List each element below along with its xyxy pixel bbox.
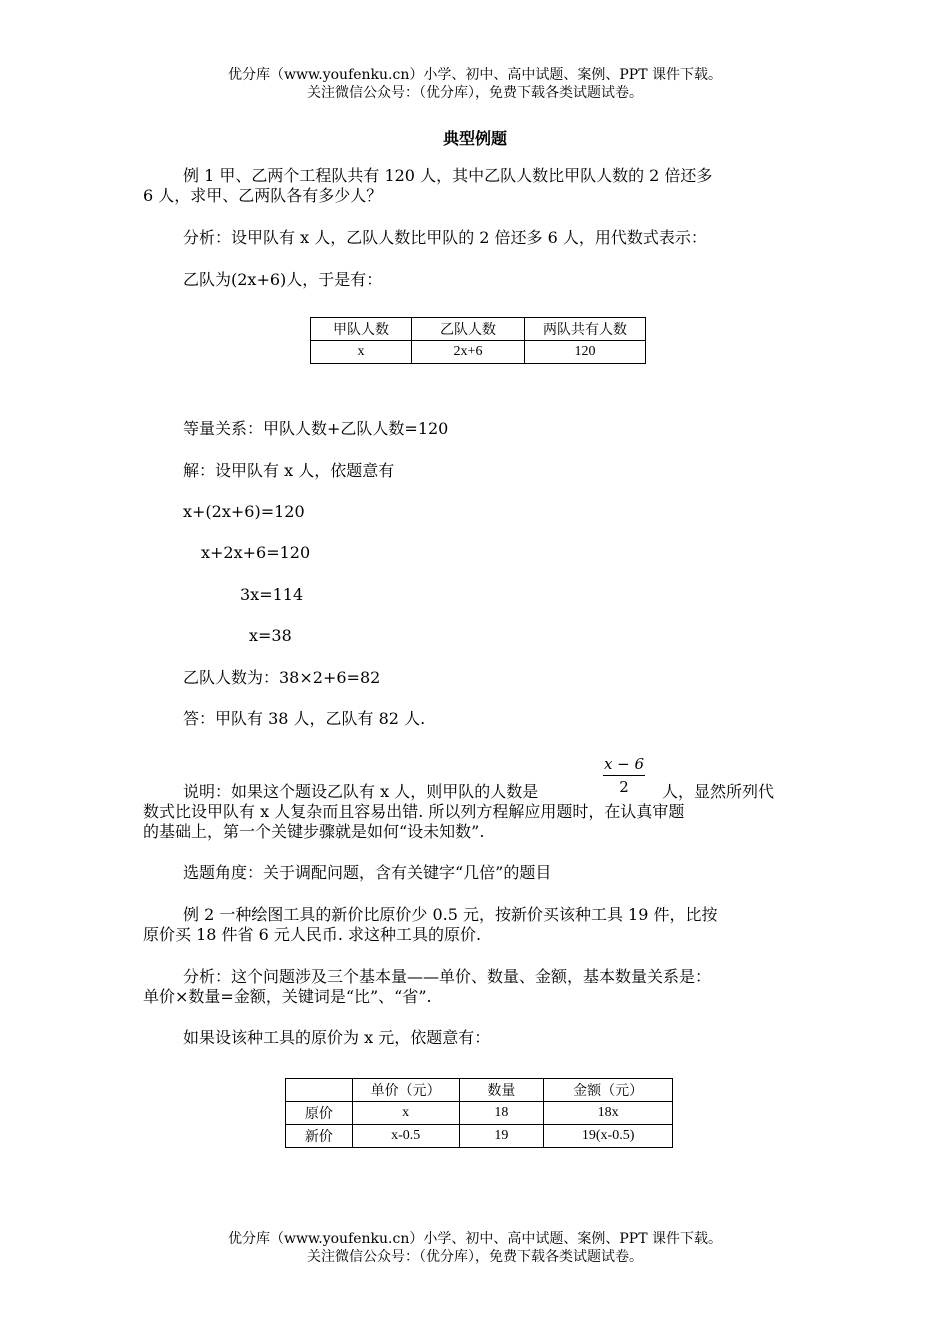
ex1-answer: 答：甲队有 38 人，乙队有 82 人.: [183, 709, 426, 728]
fraction: [603, 755, 645, 796]
ex2-analysis-line-1: 分析：这个问题涉及三个基本量——单价、数量、金额，基本数量关系是：: [183, 967, 712, 986]
ex1-b-expression: 乙队为(2x+6)人，于是有：: [183, 270, 383, 289]
ex2-table-cell: 18: [459, 1102, 544, 1125]
ex1-table-cell: 2x+6: [412, 341, 525, 364]
ex2-question-line-2: 原价买 18 件省 6 元人民币. 求这种工具的原价.: [143, 925, 482, 944]
ex2-table-cell: 19: [459, 1125, 544, 1148]
ex1-question-line-1: 例 1 甲、乙两个工程队共有 120 人，其中乙队人数比甲队人数的 2 倍还多: [183, 166, 713, 185]
ex1-note-post: 人，显然所列代: [662, 782, 775, 801]
ex1-relation: 等量关系：甲队人数+乙队人数=120: [183, 419, 449, 438]
ex1-angle: 选题角度：关于调配问题，含有关键字“几倍”的题目: [183, 863, 552, 882]
ex1-equation-2: x+2x+6=120: [201, 543, 311, 562]
footer-line-2: 关注微信公众号：（优分库），免费下载各类试题试卷。: [307, 1249, 643, 1265]
ex2-table-header: 数量: [459, 1079, 544, 1102]
ex2-table-cell: 18x: [544, 1102, 673, 1125]
ex1-note-line-3: 的基础上，第一个关键步骤就是如何“设未知数”.: [143, 822, 485, 841]
ex2-table: [285, 1078, 673, 1148]
ex1-equation-4: x=38: [249, 626, 292, 645]
ex2-table-cell: 19(x-0.5): [544, 1125, 673, 1148]
ex2-question-line-1: 例 2 一种绘图工具的新价比原价少 0.5 元，按新价买该种工具 19 件，比按: [183, 905, 718, 924]
ex1-question-line-2: 6 人，求甲、乙两队各有多少人？: [143, 186, 383, 205]
ex2-table-header: 单价（元）: [352, 1079, 459, 1102]
ex2-table-cell: x-0.5: [352, 1125, 459, 1148]
ex1-equation-1: x+(2x+6)=120: [183, 502, 305, 521]
ex1-table-header: 两队共有人数: [525, 318, 646, 341]
ex2-table-header: 金额（元）: [544, 1079, 673, 1102]
page-title: 典型例题: [442, 129, 507, 148]
ex1-solve: 解：设甲队有 x 人，依题意有: [183, 461, 395, 480]
ex2-table-row-label: 新价: [286, 1125, 353, 1148]
ex2-table-row-label: 原价: [286, 1102, 353, 1125]
ex2-table-cell: x: [352, 1102, 459, 1125]
ex1-table-header: 甲队人数: [311, 318, 412, 341]
fraction-numerator: x − 6: [603, 755, 645, 773]
ex1-b-count: 乙队人数为：38×2+6=82: [183, 668, 381, 687]
ex2-setup: 如果设该种工具的原价为 x 元，依题意有：: [183, 1028, 491, 1047]
header-line-2: 关注微信公众号：（优分库），免费下载各类试题试卷。: [307, 85, 643, 101]
ex1-table: [310, 317, 646, 364]
ex1-note-line-2: 数式比设甲队有 x 人复杂而且容易出错. 所以列方程解应用题时，在认真审题: [143, 802, 685, 821]
ex1-table-cell: 120: [525, 341, 646, 364]
fraction-denominator: 2: [619, 778, 629, 796]
ex2-table-corner: [286, 1079, 353, 1102]
ex1-table-header: 乙队人数: [412, 318, 525, 341]
header-line-1: 优分库（www.youfenku.cn）小学、初中、高中试题、案例、PPT 课件下载。: [227, 67, 722, 83]
footer-line-1: 优分库（www.youfenku.cn）小学、初中、高中试题、案例、PPT 课件下载。: [227, 1231, 722, 1247]
ex1-equation-3: 3x=114: [240, 585, 304, 604]
fraction-bar: [603, 775, 645, 776]
ex1-analysis: 分析：设甲队有 x 人，乙队人数比甲队的 2 倍还多 6 人，用代数式表示：: [183, 228, 707, 247]
ex1-note-pre: 说明：如果这个题设乙队有 x 人，则甲队的人数是: [183, 782, 539, 801]
ex1-table-cell: x: [311, 341, 412, 364]
ex2-analysis-line-2: 单价×数量=金额，关键词是“比”、“省”.: [143, 987, 432, 1006]
